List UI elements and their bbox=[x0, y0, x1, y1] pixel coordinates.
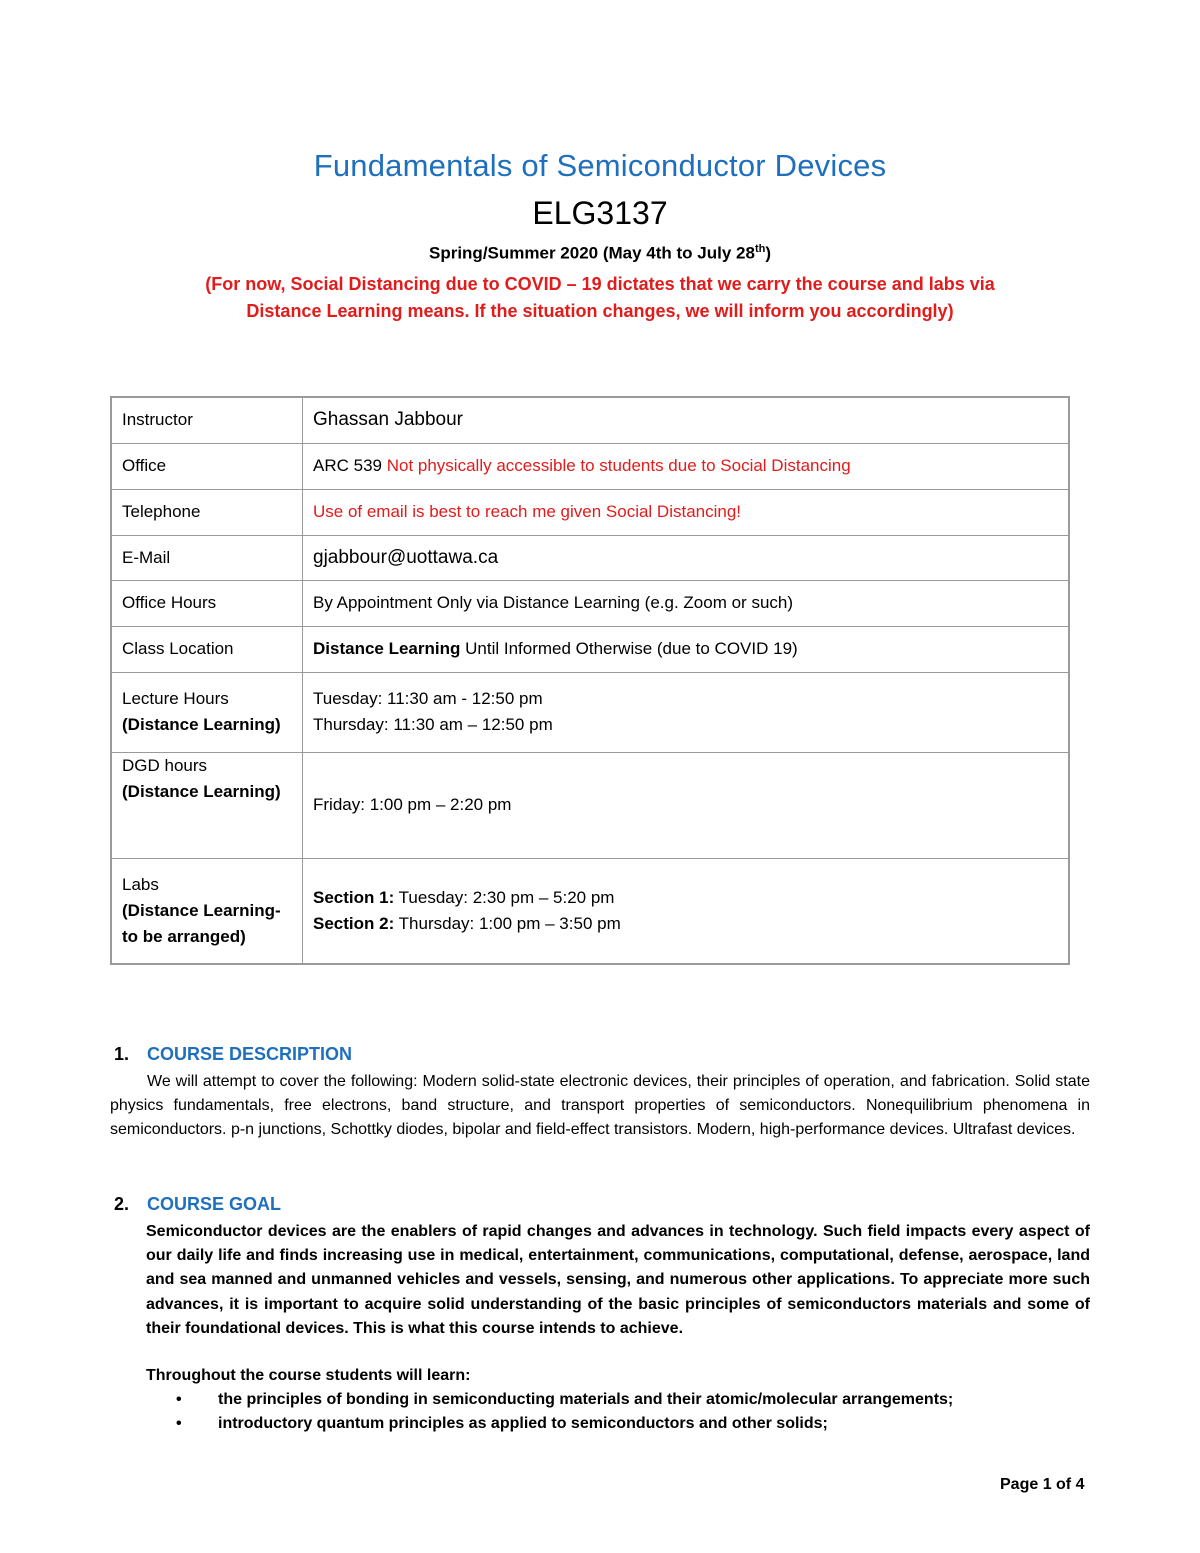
office-label: Office bbox=[111, 443, 303, 489]
learning-outcomes-list bbox=[146, 1388, 1106, 1436]
class-location-value: Distance Learning Until Informed Otherwise (due to COVID 19) bbox=[303, 626, 1070, 672]
course-info-table bbox=[110, 396, 1070, 965]
list-item: • introductory quantum principles as applied to semiconductors and other solids; bbox=[146, 1412, 1106, 1436]
list-item: • the principles of bonding in semiconducting materials and their atomic/molecular arrangements; bbox=[146, 1388, 1106, 1412]
document-title: Fundamentals of Semiconductor Devices bbox=[313, 148, 887, 183]
page-number: Page 1 of 4 bbox=[1000, 1476, 1085, 1493]
covid-notice-line1: (For now, Social Distancing due to COVID – 19 dictates that we carry the course and labs via bbox=[205, 274, 995, 294]
labs-value: Section 1: Tuesday: 2:30 pm – 5:20 pm Section 2: Thursday: 1:00 pm – 3:50 pm bbox=[303, 858, 1070, 964]
covid-notice bbox=[120, 271, 1080, 325]
term-dates: Spring/Summer 2020 (May 4th to July 28th) bbox=[428, 243, 771, 263]
lecture-hours-label: Lecture Hours (Distance Learning) bbox=[111, 672, 303, 752]
lecture-hours-value: Tuesday: 11:30 am - 12:50 pm Thursday: 11:30 am – 12:50 pm bbox=[303, 672, 1070, 752]
class-location-label: Class Location bbox=[111, 626, 303, 672]
office-value: ARC 539 Not physically accessible to students due to Social Distancing bbox=[303, 443, 1070, 489]
office-hours-label: Office Hours bbox=[111, 580, 303, 626]
row-labs bbox=[111, 858, 1069, 964]
bullet-icon: • bbox=[176, 1391, 182, 1408]
dgd-hours-value: Friday: 1:00 pm – 2:20 pm bbox=[303, 752, 1070, 858]
email-value[interactable]: gjabbour@uottawa.ca bbox=[303, 535, 1070, 580]
labs-label: Labs (Distance Learning-to be arranged) bbox=[111, 858, 303, 964]
section-course-description-heading: 1. COURSE DESCRIPTION bbox=[114, 1044, 353, 1064]
row-email bbox=[111, 535, 1069, 580]
telephone-label: Telephone bbox=[111, 489, 303, 535]
section-course-goal-heading: 2. COURSE GOAL bbox=[114, 1194, 282, 1214]
bullet-icon: • bbox=[176, 1415, 182, 1432]
course-goal-intro: Throughout the course students will learn: bbox=[146, 1367, 471, 1384]
row-instructor bbox=[111, 397, 1069, 443]
dgd-hours-label: DGD hours (Distance Learning) bbox=[111, 752, 303, 858]
course-description-text: We will attempt to cover the following: Modern solid-state electronic devices, their principles of operation, and fabrication. Solid state physics fundamentals, free electrons, band structure, and transport properties of semiconductors. Nonequilibrium phenomena in semiconductors. p-n junctions, Schottky diodes, bipolar and field-effect transistors. Modern, high-performance devices. Ultrafast devices. bbox=[110, 1073, 1090, 1139]
instructor-value: Ghassan Jabbour bbox=[303, 397, 1070, 443]
telephone-value: Use of email is best to reach me given Social Distancing! bbox=[303, 489, 1070, 535]
email-label: E-Mail bbox=[111, 535, 303, 580]
row-dgd-hours bbox=[111, 752, 1069, 858]
course-goal-text: Semiconductor devices are the enablers of rapid changes and advances in technology. Such field impacts every aspect of our daily life and finds increasing use in medical, entertainment, communications, computational, defense, aerospace, land and sea manned and unmanned vehicles and vessels, sensing, and numerous other applications. To appreciate more such advances, it is important to acquire solid understanding of the basic principles of semiconductors materials and some of their foundational devices. This is what this course intends to achieve. bbox=[146, 1223, 1090, 1337]
row-lecture-hours bbox=[111, 672, 1069, 752]
row-office-hours bbox=[111, 580, 1069, 626]
office-hours-value: By Appointment Only via Distance Learning (e.g. Zoom or such) bbox=[303, 580, 1070, 626]
covid-notice-line2: Distance Learning means. If the situation changes, we will inform you accordingly) bbox=[246, 301, 954, 321]
course-code: ELG3137 bbox=[532, 195, 668, 231]
row-telephone bbox=[111, 489, 1069, 535]
row-class-location bbox=[111, 626, 1069, 672]
row-office bbox=[111, 443, 1069, 489]
instructor-label: Instructor bbox=[111, 397, 303, 443]
